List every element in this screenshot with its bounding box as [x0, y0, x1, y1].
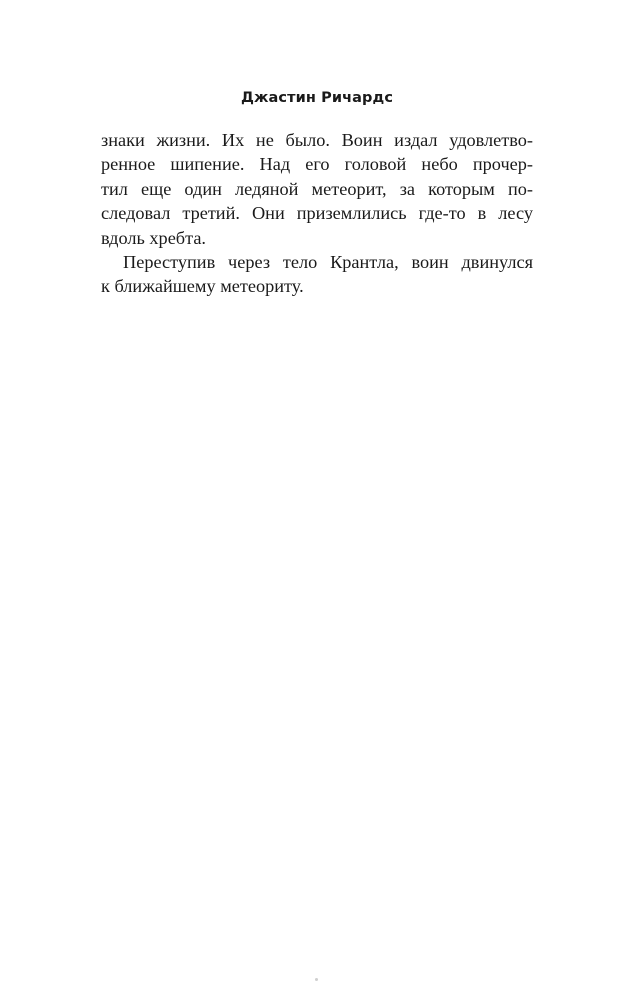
- page-mark: [315, 978, 318, 981]
- running-head: Джастин Ричардс: [240, 90, 394, 106]
- text-line: ренное шипение. Над его головой небо прочер-: [101, 154, 533, 175]
- text-line: вдоль хребта.: [101, 227, 207, 248]
- text-line: тил еще один ледяной метеорит, за которым по-: [101, 178, 533, 199]
- text-line: к ближайшему метеориту.: [101, 276, 304, 297]
- body-text: [101, 128, 533, 299]
- text-line: Переступив через тело Крантла, воин двинулся: [123, 251, 533, 272]
- text-line: знаки жизни. Их не было. Воин издал удовлетво-: [101, 130, 533, 150]
- text-line: следовал третий. Они приземлились где-то в лесу: [101, 203, 533, 224]
